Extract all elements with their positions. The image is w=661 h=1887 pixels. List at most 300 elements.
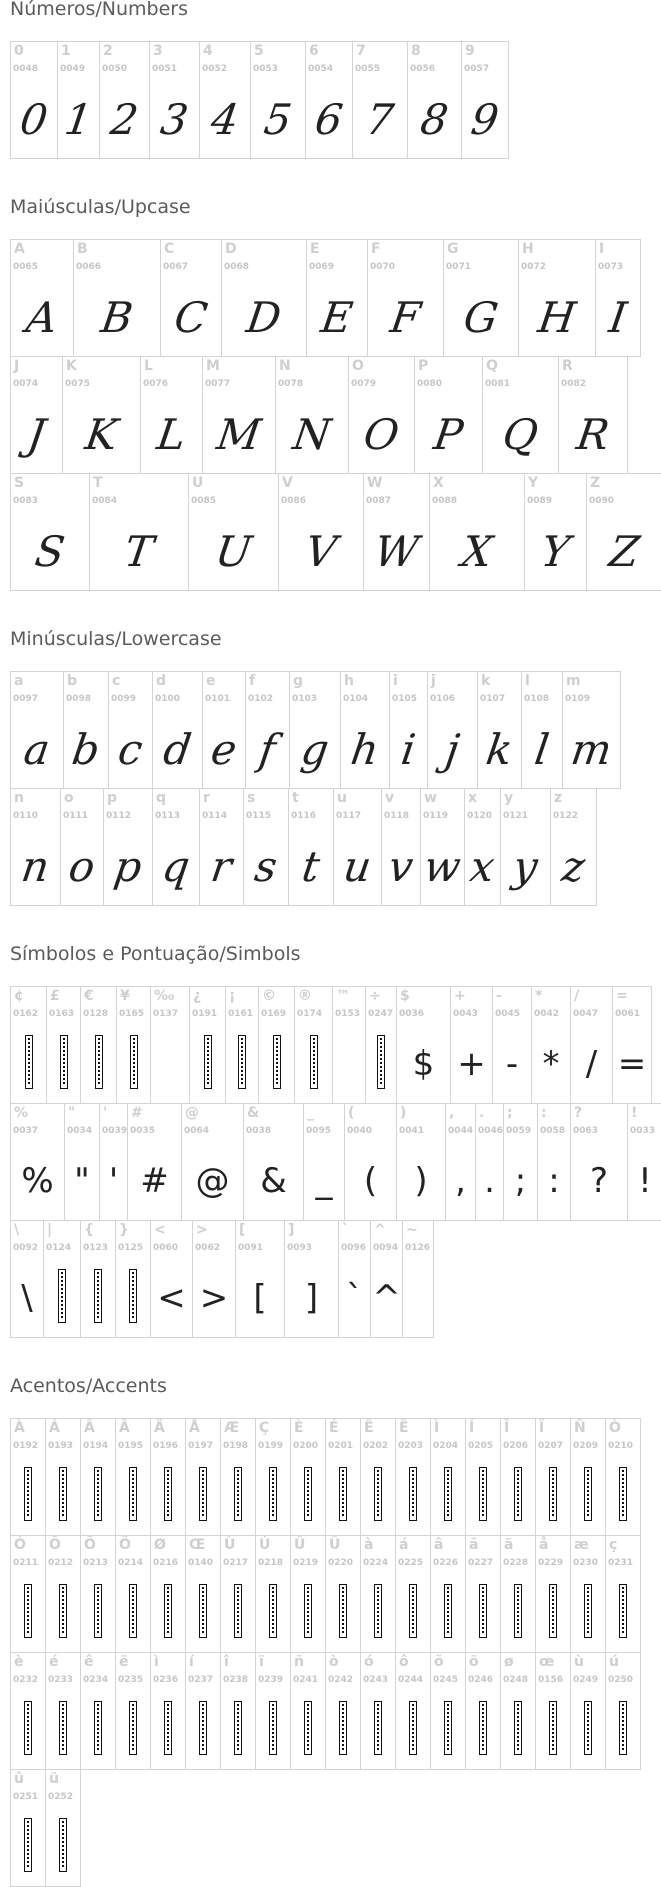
missing-glyph-icon: [269, 1701, 277, 1755]
glyph-code-label: 0123: [83, 1243, 109, 1253]
glyph-character-label: g: [293, 673, 304, 689]
glyph-code-label: 0169: [261, 1009, 287, 1019]
glyph-code-label: 0050: [102, 64, 128, 74]
missing-glyph-icon: [619, 1701, 627, 1755]
glyph-sample: q: [159, 841, 193, 891]
glyph-cell: [363, 473, 430, 591]
glyph-code-label: 0252: [48, 1792, 74, 1802]
glyph-code-label: 0093: [287, 1243, 313, 1253]
glyph-cell: [63, 671, 109, 789]
missing-glyph-icon: [444, 1584, 452, 1638]
missing-glyph-icon: [584, 1467, 592, 1521]
missing-glyph-icon: [549, 1584, 557, 1638]
glyph-character-label: d: [156, 673, 167, 689]
glyph-sample: ,: [455, 1161, 466, 1201]
missing-glyph-icon: [94, 1467, 102, 1521]
glyph-cell: [360, 1418, 396, 1536]
glyph-cell: [150, 1535, 186, 1653]
glyph-character-label: Á: [49, 1420, 60, 1436]
glyph-code-label: 0116: [291, 811, 317, 821]
glyph-sample: N: [290, 409, 334, 459]
glyph-cell: [612, 986, 652, 1104]
glyph-cell: [150, 1652, 186, 1770]
glyph-character-label: =: [616, 988, 628, 1004]
glyph-character-label: t: [292, 790, 299, 806]
glyph-sample: b: [69, 724, 103, 774]
glyph-character-label: ê: [84, 1654, 94, 1670]
glyph-code-label: 0085: [191, 496, 217, 506]
missing-glyph-icon: [374, 1467, 382, 1521]
glyph-code-label: 0103: [292, 694, 318, 704]
missing-glyph-icon: [25, 1035, 33, 1089]
glyph-cell: [243, 788, 289, 906]
glyph-character-label: ): [400, 1105, 407, 1121]
glyph-cell: [45, 1652, 81, 1770]
glyph-cell: [492, 986, 532, 1104]
glyph-character-label: Ï: [539, 1420, 545, 1436]
glyph-sample: T: [121, 526, 157, 576]
glyph-code-label: 0112: [106, 811, 132, 821]
glyph-row: [10, 671, 620, 789]
glyph-code-label: 0114: [202, 811, 228, 821]
glyph-cell: [365, 986, 397, 1104]
glyph-sample: \: [21, 1278, 33, 1318]
glyph-character-label: ¢: [14, 988, 24, 1004]
glyph-character-label: Ó: [14, 1537, 26, 1553]
glyph-character-label: >: [196, 1222, 208, 1238]
glyph-sample: W: [371, 526, 422, 576]
glyph-sample: S: [32, 526, 68, 576]
glyph-character-label: Q: [486, 358, 498, 374]
glyph-code-label: 0046: [478, 1126, 504, 1136]
glyph-character-label: }: [119, 1222, 129, 1238]
glyph-sample: I: [606, 292, 630, 342]
glyph-code-label: 0126: [405, 1243, 431, 1253]
glyph-cell: [73, 239, 161, 357]
glyph-cell: [531, 986, 571, 1104]
glyph-sample: `: [346, 1278, 363, 1318]
glyph-character-label: Y: [528, 475, 539, 491]
glyph-code-label: 0199: [258, 1441, 284, 1451]
glyph-code-label: 0057: [464, 64, 490, 74]
glyph-cell: [185, 1418, 221, 1536]
glyph-sample: g: [298, 724, 332, 774]
glyph-cell: [189, 986, 226, 1104]
glyph-code-label: 0034: [67, 1126, 93, 1136]
glyph-code-label: 0078: [278, 379, 304, 389]
glyph-cell: [255, 1535, 291, 1653]
glyph-code-label: 0067: [163, 262, 189, 272]
glyph-sample: -: [505, 1044, 519, 1084]
glyph-character-label: x: [468, 790, 478, 806]
glyph-character-label: ,: [449, 1105, 455, 1121]
missing-glyph-icon: [59, 1467, 67, 1521]
glyph-cell: [115, 1418, 151, 1536]
glyph-character-label: É: [329, 1420, 339, 1436]
missing-glyph-icon: [129, 1467, 137, 1521]
glyph-cell: [10, 1418, 46, 1536]
glyph-character-label: l: [525, 673, 530, 689]
glyph-code-label: 0074: [13, 379, 39, 389]
glyph-cell: [570, 1418, 606, 1536]
glyph-cell: [188, 473, 279, 591]
glyph-cell: [10, 1652, 46, 1770]
glyph-cell: [115, 1220, 151, 1338]
missing-glyph-icon: [374, 1701, 382, 1755]
missing-glyph-icon: [164, 1584, 172, 1638]
glyph-code-label: 0087: [366, 496, 392, 506]
glyph-character-label: 3: [153, 43, 163, 59]
glyph-code-label: 0069: [309, 262, 335, 272]
glyph-character-label: Ü: [329, 1537, 341, 1553]
glyph-sample: (: [363, 1161, 378, 1201]
missing-glyph-icon: [24, 1467, 32, 1521]
glyph-character-label: a: [14, 673, 24, 689]
glyph-code-label: 0063: [573, 1126, 599, 1136]
glyph-cell: [414, 356, 483, 474]
glyph-row: [10, 1652, 640, 1770]
glyph-code-label: 0055: [355, 64, 381, 74]
glyph-character-label: :: [541, 1105, 547, 1121]
glyph-code-label: 0140: [188, 1558, 214, 1568]
glyph-cell: [338, 1220, 371, 1338]
glyph-cell: [627, 1103, 661, 1221]
glyph-sample: z: [558, 841, 589, 891]
glyph-sample: t: [299, 841, 323, 891]
glyph-character-label: !: [631, 1105, 638, 1121]
glyph-cell: [407, 41, 462, 159]
glyph-cell: [535, 1652, 571, 1770]
glyph-character-label: H: [522, 241, 534, 257]
section-title-accents: Acentos/Accents: [10, 1375, 167, 1397]
glyph-character-label: ?: [574, 1105, 583, 1121]
glyph-character-label: ü: [49, 1771, 59, 1787]
glyph-sample: J: [24, 409, 49, 459]
glyph-sample: 1: [61, 94, 96, 144]
glyph-code-label: 0198: [223, 1441, 249, 1451]
glyph-character-label: J: [14, 358, 20, 374]
glyph-cell: [221, 239, 307, 357]
glyph-sample: H: [535, 292, 579, 342]
glyph-cell: [430, 1418, 466, 1536]
glyph-cell: [535, 1418, 571, 1536]
glyph-character-label: Œ: [189, 1537, 206, 1553]
missing-glyph-icon: [59, 1818, 67, 1872]
missing-glyph-icon: [199, 1467, 207, 1521]
glyph-character-label: b: [67, 673, 78, 689]
glyph-code-label: 0070: [370, 262, 396, 272]
glyph-code-label: 0219: [293, 1558, 319, 1568]
glyph-code-label: 0073: [598, 262, 624, 272]
glyph-code-label: 0235: [118, 1675, 144, 1685]
glyph-cell: [306, 239, 368, 357]
glyph-code-label: 0137: [153, 1009, 179, 1019]
glyph-character-label: Û: [294, 1537, 306, 1553]
glyph-character-label: ú: [609, 1654, 619, 1670]
glyph-character-label: U: [192, 475, 204, 491]
glyph-cell: [381, 788, 421, 906]
glyph-code-label: 0039: [102, 1126, 128, 1136]
glyph-sample: +: [457, 1044, 486, 1084]
glyph-sample: j: [442, 724, 463, 774]
glyph-character-label: 4: [203, 43, 213, 59]
glyph-cell: [477, 671, 522, 789]
glyph-sample: 0: [17, 94, 51, 144]
glyph-sample: o: [65, 841, 99, 891]
glyph-code-label: 0054: [308, 64, 334, 74]
glyph-row: [10, 356, 627, 474]
glyph-cell: [220, 1652, 256, 1770]
glyph-code-label: 0117: [336, 811, 362, 821]
glyph-character-label: &: [247, 1105, 260, 1121]
glyph-character-label: I: [599, 241, 605, 257]
glyph-cell: [360, 1535, 396, 1653]
glyph-sample: w: [421, 841, 464, 891]
glyph-character-label: z: [554, 790, 563, 806]
glyph-sample: C: [171, 292, 211, 342]
glyph-row: [10, 788, 596, 906]
missing-glyph-icon: [94, 1701, 102, 1755]
glyph-sample: F: [387, 292, 424, 342]
glyph-code-label: 0115: [246, 811, 272, 821]
glyph-cell: [395, 1652, 431, 1770]
glyph-code-label: 0071: [446, 262, 472, 272]
glyph-cell: [45, 1769, 81, 1887]
glyph-character-label: j: [431, 673, 436, 689]
glyph-sample: 4: [208, 94, 242, 144]
glyph-character-label: |: [47, 1222, 53, 1238]
glyph-cell: [140, 356, 203, 474]
missing-glyph-icon: [130, 1035, 138, 1089]
glyph-code-label: 0121: [503, 811, 529, 821]
glyph-cell: [115, 1535, 151, 1653]
glyph-code-label: 0048: [13, 64, 39, 74]
glyph-cell: [524, 473, 587, 591]
glyph-sample: ;: [514, 1161, 527, 1201]
glyph-cell: [278, 473, 364, 591]
glyph-character-label: ö: [469, 1654, 479, 1670]
glyph-cell: [420, 788, 465, 906]
glyph-character-label: ç: [609, 1537, 618, 1553]
glyph-character-label: À: [14, 1420, 25, 1436]
glyph-sample: R: [573, 409, 613, 459]
glyph-code-label: 0214: [118, 1558, 144, 1568]
missing-glyph-icon: [479, 1584, 487, 1638]
glyph-code-label: 0106: [430, 694, 456, 704]
glyph-code-label: 0237: [188, 1675, 214, 1685]
glyph-cell: [537, 1103, 571, 1221]
glyph-code-label: 0165: [119, 1009, 145, 1019]
missing-glyph-icon: [129, 1701, 137, 1755]
missing-glyph-icon: [444, 1701, 452, 1755]
glyph-sample: .: [484, 1161, 495, 1201]
glyph-character-label: $: [400, 988, 410, 1004]
glyph-code-label: 0205: [468, 1441, 494, 1451]
glyph-code-label: 0216: [153, 1558, 179, 1568]
glyph-character-label: å: [539, 1537, 549, 1553]
glyph-code-label: 0174: [297, 1009, 323, 1019]
glyph-code-label: 0119: [423, 811, 449, 821]
glyph-cell: [160, 239, 222, 357]
glyph-character-label: Ê: [364, 1420, 374, 1436]
glyph-code-label: 0080: [417, 379, 443, 389]
glyph-cell: [288, 788, 334, 906]
glyph-code-label: 0068: [224, 262, 250, 272]
glyph-code-label: 0105: [392, 694, 418, 704]
glyph-cell: [370, 1220, 403, 1338]
glyph-cell: [80, 1535, 116, 1653]
glyph-sample: n: [18, 841, 53, 891]
glyph-cell: [80, 1418, 116, 1536]
glyph-cell: [250, 41, 306, 159]
missing-glyph-icon: [269, 1584, 277, 1638]
glyph-code-label: 0236: [153, 1675, 179, 1685]
glyph-code-label: 0156: [538, 1675, 564, 1685]
glyph-character-label: F: [371, 241, 381, 257]
glyph-sample: c: [115, 724, 146, 774]
glyph-cell: [290, 1535, 326, 1653]
glyph-cell: [80, 1220, 116, 1338]
glyph-character-label: n: [14, 790, 24, 806]
glyph-sample: Y: [538, 526, 573, 576]
glyph-character-label: C: [164, 241, 175, 257]
glyph-sample: ': [108, 1161, 119, 1201]
glyph-code-label: 0238: [223, 1675, 249, 1685]
glyph-character-label: Î: [504, 1420, 510, 1436]
glyph-code-label: 0079: [351, 379, 377, 389]
glyph-cell: [475, 1103, 504, 1221]
glyph-cell: [294, 986, 333, 1104]
glyph-code-label: 0226: [433, 1558, 459, 1568]
glyph-sample: <: [157, 1278, 186, 1318]
glyph-cell: [303, 1103, 345, 1221]
glyph-code-label: 0092: [13, 1243, 39, 1253]
glyph-character-label: œ: [539, 1654, 555, 1670]
glyph-character-label: %: [14, 1105, 29, 1121]
glyph-sample: a: [21, 724, 53, 774]
glyph-character-label: r: [203, 790, 210, 806]
glyph-character-label: ©: [262, 988, 276, 1004]
glyph-character-label: \: [14, 1222, 20, 1238]
glyph-code-label: 0053: [253, 64, 279, 74]
glyph-sample: p: [111, 841, 145, 891]
missing-glyph-icon: [304, 1467, 312, 1521]
glyph-cell: [64, 1103, 100, 1221]
glyph-character-label: Â: [84, 1420, 95, 1436]
missing-glyph-icon: [24, 1701, 32, 1755]
glyph-character-label: D: [225, 241, 237, 257]
glyph-code-label: 0163: [49, 1009, 75, 1019]
glyph-code-label: 0212: [48, 1558, 74, 1568]
glyph-character-label: 2: [103, 43, 113, 59]
glyph-code-label: 0100: [155, 694, 181, 704]
glyph-cell: [402, 1220, 434, 1338]
glyph-code-label: 0042: [534, 1009, 560, 1019]
section-title-symbols: Símbolos e Pontuação/Simbols: [10, 943, 301, 965]
glyph-cell: [89, 473, 189, 591]
glyph-character-label: @: [185, 1105, 199, 1121]
glyph-sample: k: [483, 724, 516, 774]
missing-glyph-icon: [129, 1269, 137, 1323]
glyph-code-label: 0084: [92, 496, 118, 506]
missing-glyph-icon: [619, 1467, 627, 1521]
glyph-cell: [185, 1535, 221, 1653]
missing-glyph-icon: [310, 1035, 318, 1089]
glyph-cell: [116, 986, 151, 1104]
missing-glyph-icon: [24, 1584, 32, 1638]
missing-glyph-icon: [59, 1701, 67, 1755]
glyph-cell: [108, 671, 153, 789]
glyph-character-label: ò: [329, 1654, 339, 1670]
glyph-cell: [80, 986, 117, 1104]
glyph-sample: 2: [107, 94, 142, 144]
glyph-cell: [10, 41, 58, 159]
missing-glyph-icon: [304, 1701, 312, 1755]
glyph-character-label: p: [107, 790, 118, 806]
glyph-code-label: 0202: [363, 1441, 389, 1451]
glyph-cell: [395, 1535, 431, 1653]
glyph-sample: ]: [304, 1278, 319, 1318]
glyph-code-label: 0061: [615, 1009, 641, 1019]
glyph-cell: [605, 1535, 641, 1653]
glyph-code-label: 0124: [46, 1243, 72, 1253]
glyph-code-label: 0225: [398, 1558, 424, 1568]
glyph-code-label: 0040: [347, 1126, 373, 1136]
glyph-sample: O: [360, 409, 403, 459]
glyph-code-label: 0218: [258, 1558, 284, 1568]
glyph-character-label: s: [247, 790, 256, 806]
glyph-code-label: 0118: [384, 811, 410, 821]
glyph-sample: E: [318, 292, 356, 342]
glyph-sample: [: [253, 1278, 267, 1318]
missing-glyph-icon: [58, 1269, 66, 1323]
missing-glyph-icon: [129, 1584, 137, 1638]
glyph-character-label: A: [14, 241, 25, 257]
glyph-code-label: 0161: [228, 1009, 254, 1019]
glyph-character-label: î: [224, 1654, 229, 1670]
glyph-sample: *: [542, 1044, 560, 1084]
glyph-character-label: ^: [374, 1222, 386, 1238]
glyph-row: [10, 1220, 433, 1338]
glyph-character-label: ì: [154, 1654, 159, 1670]
glyph-sample: L: [154, 409, 189, 459]
glyph-code-label: 0086: [281, 496, 307, 506]
glyph-code-label: 0110: [13, 811, 39, 821]
missing-glyph-icon: [514, 1701, 522, 1755]
glyph-code-label: 0037: [13, 1126, 39, 1136]
glyph-code-label: 0220: [328, 1558, 354, 1568]
glyph-code-label: 0059: [506, 1126, 532, 1136]
missing-glyph-icon: [444, 1467, 452, 1521]
glyph-character-label: è: [14, 1654, 24, 1670]
missing-glyph-icon: [234, 1701, 242, 1755]
glyph-cell: [521, 671, 563, 789]
missing-glyph-icon: [409, 1584, 417, 1638]
glyph-character-label: ï: [259, 1654, 264, 1670]
glyph-cell: [290, 1418, 326, 1536]
glyph-sample: $: [412, 1044, 435, 1084]
glyph-cell: [258, 986, 295, 1104]
glyph-sample: m: [568, 724, 615, 774]
glyph-cell: [10, 671, 64, 789]
glyph-cell: [57, 41, 100, 159]
glyph-sample: _: [315, 1161, 333, 1201]
glyph-character-label: Í: [469, 1420, 475, 1436]
glyph-cell: [235, 1220, 285, 1338]
glyph-code-label: 0244: [398, 1675, 424, 1685]
glyph-code-label: 0104: [343, 694, 369, 704]
glyph-cell: [290, 1652, 326, 1770]
